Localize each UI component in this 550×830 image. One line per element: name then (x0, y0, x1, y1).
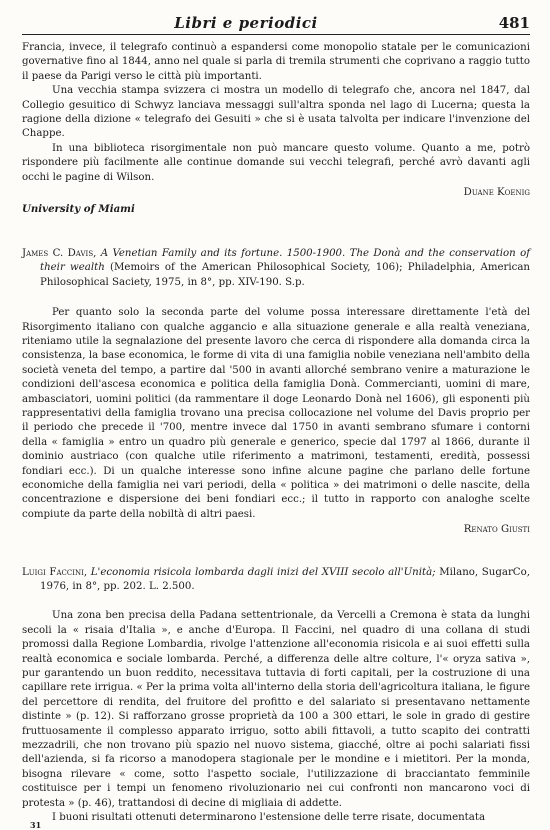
review2-signature: Renato Giusti (463, 524, 530, 536)
review2-author: James C. Davis, (22, 247, 97, 259)
review3-bibliographic-entry (22, 566, 530, 595)
review2-body: Per quanto solo la seconda parte del volume possa interessare direttamente l'età del Risorgimento italiano con qualche aggancio e alla situazione generale e alla realtà veneziana, riteniamo utile la segnalazione del presente lavoro che cerca di rispondere alla domanda circa la consistenza, la base economica, le forme di vita di una famiglia nobile veneziana nell'ambito della società veneta del tempo, a partire dal '500 in avanti allorché sembrano venire a maturazione le condizioni dell'ascesa economica e politica della famiglia Donà. Commercianti, uomini di mare, ambasciatori, uomini politici (da rammentare il doge Leonardo Donà nel 1606), gli esponenti più rappresentativi della famiglia trovano una precisa collocazione nel volume del Davis proprio per il periodo che precede il '700, mentre invece dal 1750 in avanti sembrano sfumare i contorni della « famiglia » entro un quadro più generale e generico, specie dal 1797 al 1866, durante il dominio austriaco (con qualche utile riferimento a matrimoni, testamenti, eredità, possessi fondiari ecc.). Di un qualche interesse sono infine alcune pagine che parlano delle fortune economiche della famiglia nei vari periodi, della « politica » dei matrimoni o delle nascite, della concentrazione e dispersione dei beni fondiari ecc.; il tutto in rapporto con analoghe scelte compiute da parte della nobiltà di altri paesi. (22, 307, 530, 520)
review3-paragraph-2: I buoni risultati ottenuti determinarono l'estensione delle terre risate, documentata (52, 812, 486, 824)
signature-mark: 31 (30, 820, 42, 830)
review2-bibliographic-entry (22, 247, 530, 290)
review3-title: L'economia risicola lombarda dagli inizi del XVIII secolo all'Unità; (90, 566, 436, 578)
page-number: 481 (498, 14, 530, 32)
review3-paragraph-1: Una zona ben precisa della Padana settentrionale, da Vercelli a Cremona è stata da lunghi secoli la « risaia d'Italia », e anche d'Europa. Il Faccini, nel quadro di una collana di studi promossi dalla Regione Lombardia, rivolge l'attenzione all'economia risicola e ai suoi effetti sulla realtà economica e sociale lombarda. Perché, a differenza delle altre colture, l'« oryza sativa », pur garantendo un buon reddito, necessitava tuttavia di forti capitali, per la costruzione di una capillare rete irrigua. « Per la prima volta all'interno della storia dell'agricoltura italiana, le figure del percettore di rendita, del fruitore del profitto e del salariato si presentavano nettamente distinte » (p. 12). Si rafforzano grosse proprietà da 100 a 300 ettari, le sole in grado di gestire fruttuosamente il complesso apparato irriguo, sotto abili fittavoli, a tutto scapito dei contratti mezzadrili, che non trovano più spazio nel nuovo sistema, giacché, oltre ai pochi salariati fissi dell'azienda, si fa ricorso a manodopera stagionale per le mondine e i mietitori. Per la monda, bisogna rilevare « come, sotto l'aspetto sociale, l'utilizzazione di bracciantato femminile costituisce per i tempi un fenomeno rivoluzionario nei cui confronti non mancarono voci di protesta » (p. 46), trattandosi di decine di migliaia di addette. (22, 610, 530, 809)
review2-citation: (Memoirs of the American Philosophical Society, 106); Philadelphia, American Philosophical Saciety, 1975, in 8°, pp. XIV-190. S.p. (40, 262, 530, 288)
page-body (22, 41, 530, 826)
review1-paragraph-3: In una biblioteca risorgimentale non può mancare questo volume. Quanto a me, potrò rispondere più facilmente alle continue domande sui vecchi telegrafi, perché avrò davanti agli occhi le pagine di Wilson. (22, 142, 530, 183)
review2-title: A Venetian Family and its fortune. 1500-1900. The Donà and the conservation of their wealth (40, 247, 530, 274)
review1-affiliation: University of Miami (22, 203, 135, 216)
page-header (22, 12, 530, 35)
review1-signature: Duane Koenig (463, 187, 530, 199)
review3-citation: Milano, SugarCo, 1976, in 8°, pp. 202. L. 2.500. (40, 566, 530, 592)
review1-paragraph-1: Francia, invece, il telegrafo continuò a espandersi come monopolio statale per le comunicazioni governative fino al 1844, anno nel quale si parla di tremila strumenti che coprivano a raggio tutto il paese da Parigi verso le città più importanti. (22, 42, 530, 82)
review1-paragraph-2: Una vecchia stampa svizzera ci mostra un modello di telegrafo che, ancora nel 1847, dal Collegio gesuitico di Schwyz lanciava messaggi sull'altra sponda nel lago di Lucerna; questa la ragione della dizione « telegrafo dei Gesuiti » che si è usata talvolta per indicare l'invenzione del Chappe. (22, 85, 530, 140)
review3-author: Luigi Faccini, (22, 566, 88, 578)
running-head: Libri e periodici (174, 14, 318, 32)
